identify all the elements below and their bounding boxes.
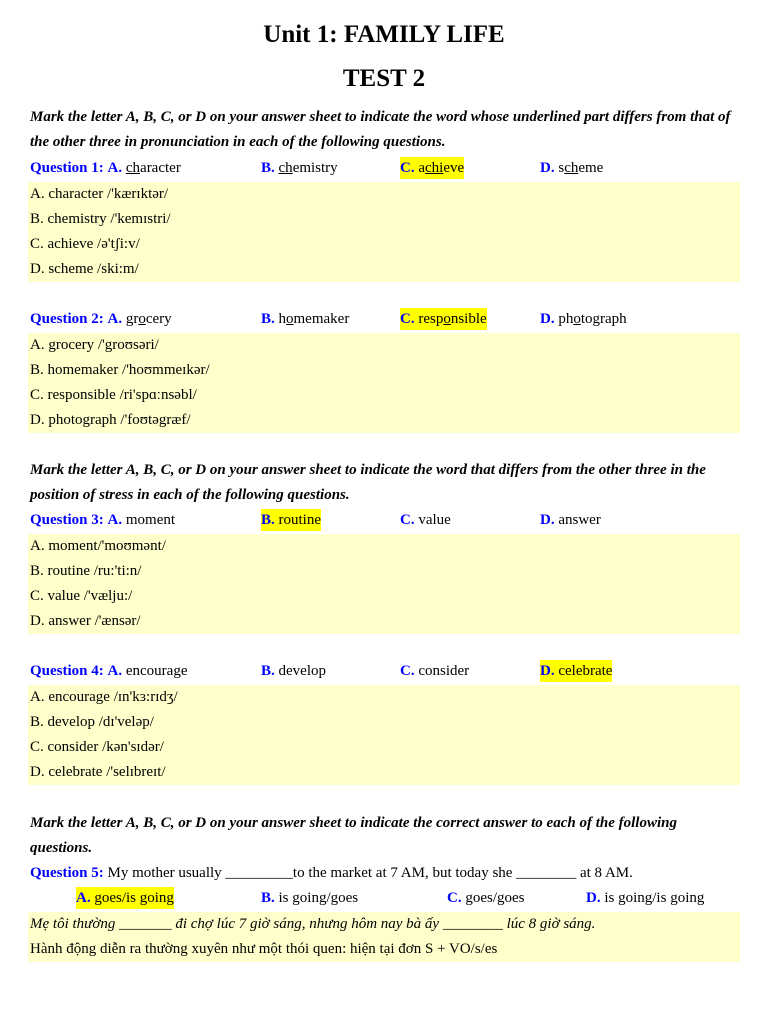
page-subtitle: TEST 2 [342, 65, 426, 92]
option-b[interactable] [261, 308, 349, 330]
option-a[interactable]: encourage [125, 663, 188, 679]
option-letter: A. [107, 512, 123, 528]
option-text-pre: s [558, 160, 565, 176]
explanation-line: B. routine /ru:'ti:n/ [30, 563, 142, 579]
option-b[interactable] [261, 157, 338, 179]
option-letter: C. [400, 512, 415, 528]
option-text: consider [418, 663, 470, 679]
question-stem: My mother usually _________to the market at 7 AM, but today she ________ at 8 AM. [103, 865, 633, 881]
option-underlined-part: o [138, 311, 146, 327]
explanation-line: B. homemaker /'hoʊmmeɪkər/ [30, 362, 210, 378]
option-letter: D. [540, 663, 555, 679]
option-text-pre: h [278, 311, 287, 327]
option-text: celebrate [558, 663, 613, 679]
option-underlined-part: o [443, 311, 451, 327]
option-text-post: emistry [292, 160, 338, 176]
option-text-pre: gr [125, 311, 139, 327]
page-title: Unit 1: FAMILY LIFE [263, 21, 505, 48]
option-underlined-part: ch [278, 160, 293, 176]
question-1 [30, 157, 742, 179]
option-b[interactable] [261, 887, 358, 909]
option-letter: C. [447, 890, 462, 906]
option-text-post: memaker [293, 311, 350, 327]
option-letter: D. [586, 890, 601, 906]
explanation-line: B. chemistry /'kemɪstri/ [30, 211, 171, 227]
explanation-line: Hành động diễn ra thường xuyên như một thói quen: hiện tại đơn S + VO/s/es [30, 941, 498, 957]
explanation-line: A. moment/'moʊmənt/ [30, 538, 166, 554]
option-b[interactable] [261, 660, 326, 682]
explanation-box-4 [28, 685, 740, 785]
explanation-line: C. responsible /ri'spɑːnsəbl/ [30, 387, 197, 403]
question-5 [30, 862, 742, 884]
question-1-label-group [30, 157, 181, 179]
option-text-post: eve [443, 160, 465, 176]
option-text-post: nsible [450, 311, 487, 327]
option-letter: D. [540, 160, 555, 176]
option-text: goes/is going [94, 890, 174, 906]
option-text: routine [278, 512, 322, 528]
question-5-stem [30, 862, 633, 884]
question-label: Question 2: [30, 311, 104, 327]
option-a-correct[interactable] [76, 887, 174, 909]
option-letter: B. [261, 512, 275, 528]
option-d[interactable] [540, 509, 601, 531]
option-underlined-part: chi [425, 160, 444, 176]
question-4-label-group [30, 660, 188, 682]
option-letter: D. [540, 311, 555, 327]
option-a[interactable] [126, 160, 181, 176]
option-text: is going/is going [604, 890, 705, 906]
option-a[interactable]: moment [125, 512, 176, 528]
explanation-box-3 [28, 534, 740, 634]
question-label: Question 5: [30, 865, 104, 881]
instruction-correct-answer: Mark the letter A, B, C, or D on your answer sheet to indicate the correct answer to each of the following questions. [30, 815, 677, 856]
option-a[interactable] [126, 311, 172, 327]
question-3-label-group [30, 509, 175, 531]
option-c[interactable] [447, 887, 525, 909]
option-text-post: cery [145, 311, 172, 327]
translation-line: Mẹ tôi thường _______ đi chợ lúc 7 giờ sáng, nhưng hôm nay bà ấy ________ lúc 8 giờ sáng. [30, 916, 596, 932]
option-underlined-part: o [286, 311, 294, 327]
option-letter: A. [107, 311, 123, 327]
option-text-pre: resp [418, 311, 444, 327]
question-label: Question 4: [30, 663, 104, 679]
question-label: Question 3: [30, 512, 104, 528]
option-letter: A. [107, 663, 123, 679]
instruction-pronunciation: Mark the letter A, B, C, or D on your answer sheet to indicate the word whose underlined part differs from that of the other three in pronunciation in each of the following questions. [30, 109, 731, 150]
option-text-pre: a [418, 160, 426, 176]
option-letter: C. [400, 160, 415, 176]
option-d[interactable] [540, 157, 603, 179]
question-5-options [30, 887, 742, 909]
option-text-post: aracter [140, 160, 181, 176]
option-text: is going/goes [278, 890, 359, 906]
explanation-line: A. character /'kærɪktər/ [30, 186, 169, 202]
option-c-correct[interactable] [400, 157, 464, 179]
question-4 [30, 660, 742, 682]
option-text: develop [278, 663, 326, 679]
question-label: Question 1: [30, 160, 104, 176]
option-underlined-part: o [573, 311, 581, 327]
option-text: goes/goes [465, 890, 525, 906]
option-d-correct[interactable] [540, 660, 612, 682]
option-letter: C. [400, 311, 415, 327]
explanation-line: D. answer /'ænsər/ [30, 613, 141, 629]
explanation-line: D. photograph /'foʊtəgræf/ [30, 412, 191, 428]
explanation-box-2 [28, 333, 740, 433]
option-letter: B. [261, 311, 275, 327]
explanation-line: C. consider /kən'sɪdər/ [30, 739, 164, 755]
option-letter: B. [261, 663, 275, 679]
option-b-correct[interactable] [261, 509, 321, 531]
option-underlined-part: ch [564, 160, 579, 176]
option-text: answer [558, 512, 601, 528]
option-text-post: tograph [580, 311, 627, 327]
option-letter: C. [400, 663, 415, 679]
option-text-post: eme [578, 160, 604, 176]
question-2 [30, 308, 742, 330]
explanation-line: C. value /'vælju:/ [30, 588, 133, 604]
explanation-line: D. scheme /ski:m/ [30, 261, 139, 277]
option-letter: B. [261, 890, 275, 906]
option-letter: D. [540, 512, 555, 528]
question-2-label-group [30, 308, 172, 330]
question-3 [30, 509, 742, 531]
option-d[interactable] [586, 887, 704, 909]
instruction-stress: Mark the letter A, B, C, or D on your answer sheet to indicate the word that differs from the other three in the position of stress in each of the following questions. [30, 462, 706, 503]
explanation-line: B. develop /dɪ'veləp/ [30, 714, 154, 730]
option-letter: B. [261, 160, 275, 176]
option-underlined-part: ch [125, 160, 141, 176]
explanation-line: C. achieve /ə'tʃi:v/ [30, 236, 140, 252]
option-letter: A. [107, 160, 123, 176]
explanation-box-5 [28, 912, 740, 962]
option-c[interactable] [400, 660, 469, 682]
option-text-pre: ph [558, 311, 574, 327]
option-c-correct[interactable] [400, 308, 487, 330]
explanation-line: A. grocery /'groʊsəri/ [30, 337, 159, 353]
option-text: value [418, 512, 451, 528]
explanation-box-1 [28, 182, 740, 282]
option-d[interactable] [540, 308, 627, 330]
explanation-line: A. encourage /ɪn'kɜ:rɪdʒ/ [30, 689, 178, 705]
option-letter: A. [76, 890, 91, 906]
option-c[interactable] [400, 509, 451, 531]
explanation-line: D. celebrate /'selɪbreɪt/ [30, 764, 166, 780]
